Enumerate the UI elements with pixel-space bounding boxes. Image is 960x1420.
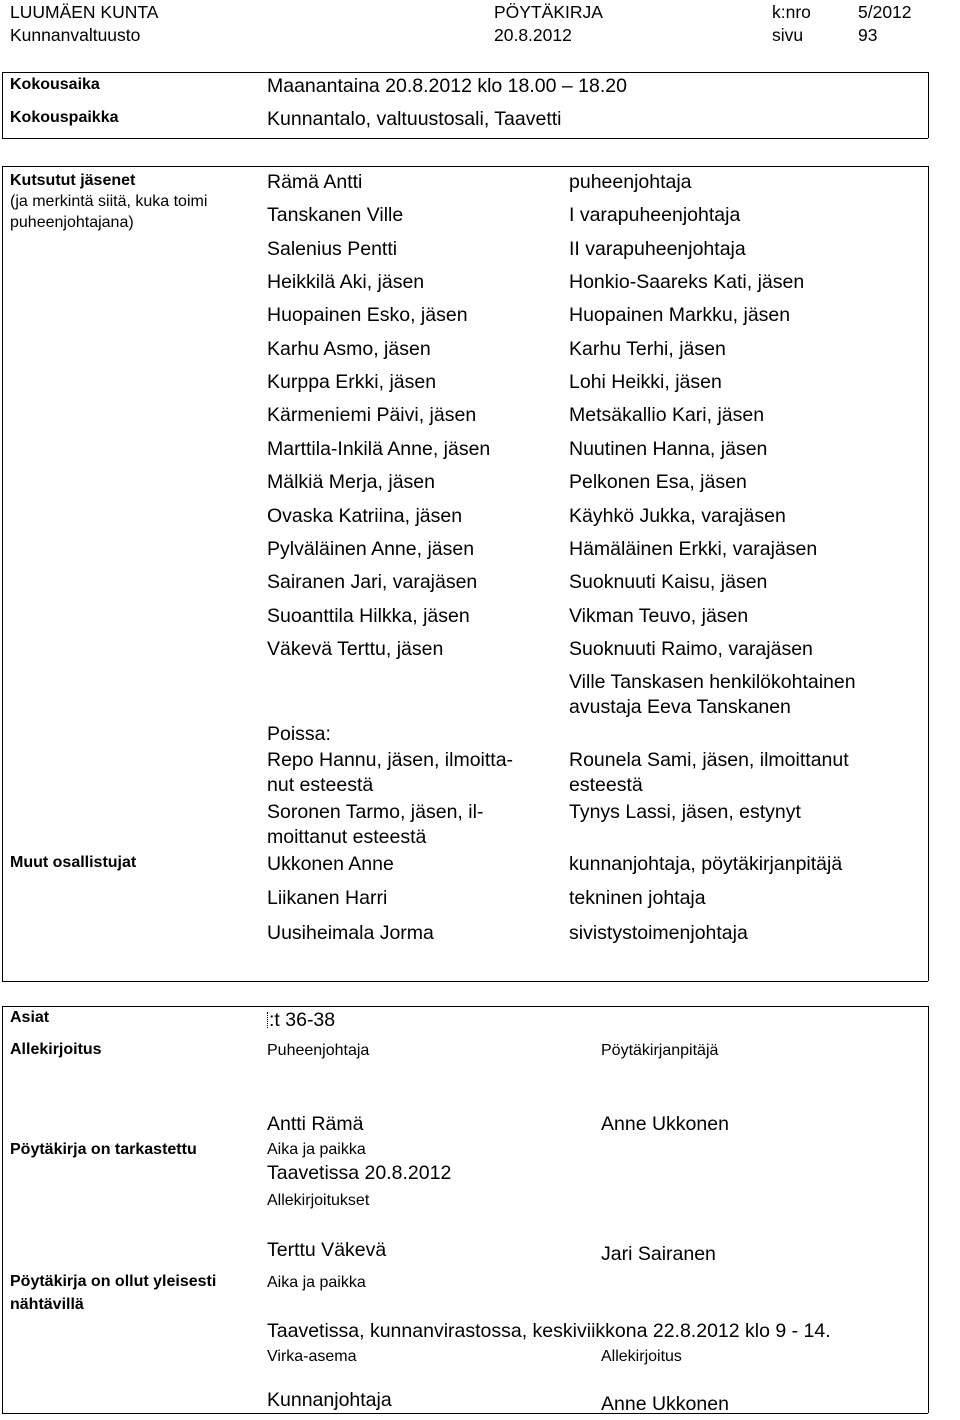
secretary-name: Anne Ukkonen xyxy=(601,1113,729,1135)
member-name: Salenius Pentti xyxy=(267,238,398,260)
matters-value xyxy=(267,1009,335,1032)
meeting-time: Maanantaina 20.8.2012 klo 18.00 – 18.20 xyxy=(267,75,627,97)
member-name: II varapuheenjohtaja xyxy=(569,238,746,260)
sivu-value: 93 xyxy=(858,25,878,45)
member-name: Suoanttila Hilkka, jäsen xyxy=(267,605,470,627)
rule xyxy=(2,72,928,73)
checked-time-place: Taavetissa 20.8.2012 xyxy=(267,1162,452,1184)
assistant-note: avustaja Eeva Tanskanen xyxy=(569,696,791,718)
body-name: Kunnanvaltuusto xyxy=(10,25,141,45)
participant-name: Liikanen Harri xyxy=(267,887,388,909)
participant-name: Uusiheimala Jorma xyxy=(267,922,434,944)
checked-label: Pöytäkirja on tarkastettu xyxy=(10,1141,197,1158)
others-label: Muut osallistujat xyxy=(10,854,137,871)
checker-name: Terttu Väkevä xyxy=(267,1239,387,1261)
signer-name: Anne Ukkonen xyxy=(601,1393,729,1415)
absent-member: Rounela Sami, jäsen, ilmoittanut xyxy=(569,749,849,771)
member-name: Karhu Terhi, jäsen xyxy=(569,338,726,360)
member-name: Heikkilä Aki, jäsen xyxy=(267,271,425,293)
org-name: LUUMÄEN KUNTA xyxy=(10,2,159,22)
sivu-label: sivu xyxy=(772,25,804,45)
rule xyxy=(2,72,3,138)
checked-time-place-label: Aika ja paikka xyxy=(267,1141,366,1158)
absent-member: moittanut esteestä xyxy=(267,826,427,848)
member-name: Kärmeniemi Päivi, jäsen xyxy=(267,404,477,426)
absent-member: nut esteestä xyxy=(267,774,374,796)
signature-label: Allekirjoitus xyxy=(10,1041,102,1058)
member-name: Rämä Antti xyxy=(267,171,363,193)
member-name: Hämäläinen Erkki, varajäsen xyxy=(569,538,818,560)
chair-name: Antti Rämä xyxy=(267,1113,364,1135)
rule xyxy=(2,1006,928,1007)
member-name: Marttila-Inkilä Anne, jäsen xyxy=(267,438,491,460)
public-label: nähtävillä xyxy=(10,1296,84,1313)
checked-signatures-label: Allekirjoitukset xyxy=(267,1192,370,1209)
member-name: Honkio-Saareks Kati, jäsen xyxy=(569,271,805,293)
members-note: puheenjohtajana) xyxy=(10,214,134,231)
absent-member: Soronen Tarmo, jäsen, il- xyxy=(267,801,484,823)
member-name: Kurppa Erkki, jäsen xyxy=(267,371,437,393)
rule xyxy=(2,1006,3,1413)
knro-value: 5/2012 xyxy=(858,2,912,22)
rule xyxy=(928,72,929,138)
public-time-place: Taavetissa, kunnanvirastossa, keskiviikkona 22.8.2012 klo 9 - 14. xyxy=(267,1320,831,1342)
member-name: Lohi Heikki, jäsen xyxy=(569,371,722,393)
public-label: Pöytäkirja on ollut yleisesti xyxy=(10,1273,217,1290)
matters-range: :t 36-38 xyxy=(269,1009,336,1031)
members-label: Kutsutut jäsenet xyxy=(10,172,136,189)
member-name: Karhu Asmo, jäsen xyxy=(267,338,431,360)
absent-member: Repo Hannu, jäsen, ilmoitta- xyxy=(267,749,514,771)
knro-label: k:nro xyxy=(772,2,811,22)
matters-label: Asiat xyxy=(10,1009,50,1026)
member-name: Huopainen Markku, jäsen xyxy=(569,304,791,326)
absent-label: Poissa: xyxy=(267,723,331,745)
checker-name: Jari Sairanen xyxy=(601,1243,716,1265)
member-name: Tanskanen Ville xyxy=(267,204,404,226)
rule xyxy=(2,166,3,981)
participant-role: sivistystoimenjohtaja xyxy=(569,922,748,944)
members-note: (ja merkintä siitä, kuka toimi xyxy=(10,193,208,210)
absent-member: Tynys Lassi, jäsen, estynyt xyxy=(569,801,801,823)
participant-role: tekninen johtaja xyxy=(569,887,706,909)
member-name: Metsäkallio Kari, jäsen xyxy=(569,404,765,426)
absent-member: esteestä xyxy=(569,774,643,796)
rule xyxy=(928,166,929,981)
participant-name: Ukkonen Anne xyxy=(267,853,394,875)
member-name: Nuutinen Hanna, jäsen xyxy=(569,438,768,460)
doc-date: 20.8.2012 xyxy=(494,25,572,45)
meeting-place: Kunnantalo, valtuustosali, Taavetti xyxy=(267,108,562,130)
member-name: Vikman Teuvo, jäsen xyxy=(569,605,749,627)
rule xyxy=(2,1413,928,1414)
member-name: Pelkonen Esa, jäsen xyxy=(569,471,747,493)
rule xyxy=(2,166,928,167)
member-name: puheenjohtaja xyxy=(569,171,692,193)
member-name: Sairanen Jari, varajäsen xyxy=(267,571,478,593)
text-cursor-mark xyxy=(267,1012,268,1028)
participant-role: kunnanjohtaja, pöytäkirjanpitäjä xyxy=(569,853,843,875)
public-time-place-label: Aika ja paikka xyxy=(267,1274,366,1291)
member-name: Käyhkö Jukka, varajäsen xyxy=(569,505,786,527)
meeting-time-label: Kokousaika xyxy=(10,76,100,93)
doc-type: PÖYTÄKIRJA xyxy=(494,2,603,22)
member-name: I varapuheenjohtaja xyxy=(569,204,741,226)
member-name: Pylväläinen Anne, jäsen xyxy=(267,538,475,560)
member-name: Väkevä Terttu, jäsen xyxy=(267,638,444,660)
member-name: Suoknuuti Raimo, varajäsen xyxy=(569,638,813,660)
member-name: Mälkiä Merja, jäsen xyxy=(267,471,435,493)
chair-role-label: Puheenjohtaja xyxy=(267,1042,370,1059)
public-signature-label: Allekirjoitus xyxy=(601,1348,682,1365)
rule xyxy=(2,981,928,982)
signer-position: Kunnanjohtaja xyxy=(267,1389,392,1411)
rule xyxy=(2,138,928,139)
member-name: Ovaska Katriina, jäsen xyxy=(267,505,463,527)
member-name: Suoknuuti Kaisu, jäsen xyxy=(569,571,768,593)
secretary-role-label: Pöytäkirjanpitäjä xyxy=(601,1042,719,1059)
assistant-note: Ville Tanskasen henkilökohtainen xyxy=(569,671,856,693)
rule xyxy=(928,1006,929,1413)
member-name: Huopainen Esko, jäsen xyxy=(267,304,468,326)
meeting-place-label: Kokouspaikka xyxy=(10,109,119,126)
position-label: Virka-asema xyxy=(267,1348,357,1365)
